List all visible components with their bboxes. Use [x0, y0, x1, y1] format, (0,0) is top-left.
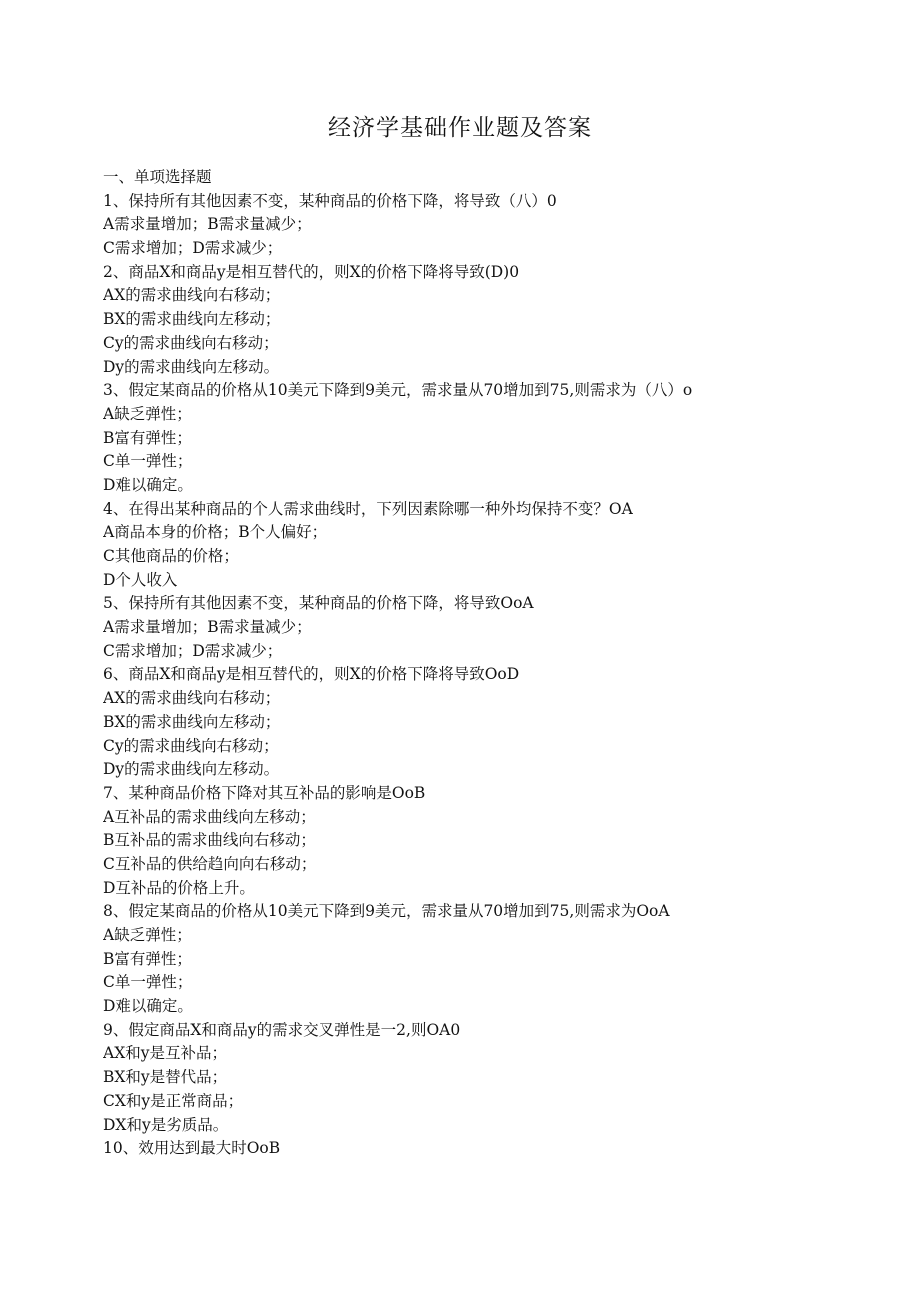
text-line: C单一弹性； — [103, 973, 193, 992]
text-line: C需求增加；D需求减少； — [103, 239, 283, 258]
text-line: BX的需求曲线向左移动； — [103, 712, 281, 731]
text-line: BX和y是替代品； — [103, 1068, 228, 1087]
text-line: 4、在得出某种商品的个人需求曲线时，下列因素除哪一种外均保持不变？OA — [103, 499, 633, 518]
text-line: A商品本身的价格；B个人偏好； — [103, 523, 328, 542]
document-body — [103, 166, 883, 1161]
text-line: Cy的需求曲线向右移动； — [103, 333, 279, 352]
text-line: A需求量增加；B需求量减少； — [103, 215, 312, 234]
text-line: A需求量增加；B需求量减少； — [103, 618, 312, 637]
text-line: 5、保持所有其他因素不变，某种商品的价格下降，将导致OoA — [103, 594, 534, 613]
text-line: 7、某种商品价格下降对其互补品的影响是OoB — [103, 783, 426, 802]
text-line: C互补品的供给趋向向右移动； — [103, 854, 317, 873]
text-line: 3、假定某商品的价格从10美元下降到9美元，需求量从70增加到75,则需求为（八）o — [103, 381, 693, 400]
text-line: Dy的需求曲线向左移动。 — [103, 357, 280, 376]
text-line: 1、保持所有其他因素不变，某种商品的价格下降，将导致（八）0 — [103, 191, 557, 210]
text-line: C其他商品的价格； — [103, 547, 239, 565]
text-line: Dy的需求曲线向左移动。 — [103, 760, 280, 779]
text-line: B互补品的需求曲线向右移动； — [103, 831, 316, 850]
text-line: 8、假定某商品的价格从10美元下降到9美元，需求量从70增加到75,则需求为OoA — [103, 902, 670, 921]
text-line: AX和y是互补品； — [103, 1044, 227, 1063]
text-line: 9、假定商品X和商品y的需求交叉弹性是一2,则OA0 — [103, 1020, 461, 1039]
text-line: AX的需求曲线向右移动； — [103, 286, 281, 305]
text-line: A缺乏弹性； — [103, 404, 192, 423]
text-line: CX和y是正常商品； — [103, 1091, 244, 1110]
document-title: 经济学基础作业题及答案 — [328, 115, 592, 141]
text-line: B富有弹性； — [103, 428, 192, 447]
text-line: 10、效用达到最大时OoB — [103, 1139, 281, 1158]
text-line: A缺乏弹性； — [103, 926, 192, 944]
text-line: 2、商品X和商品y是相互替代的，则X的价格下降将导致(D)0 — [103, 262, 520, 281]
text-line: AX的需求曲线向右移动； — [103, 689, 281, 708]
text-line: B富有弹性； — [103, 949, 192, 968]
text-line: 6、商品X和商品y是相互替代的，则X的价格下降将导致OoD — [103, 665, 520, 684]
text-line: DX和y是劣质品。 — [103, 1115, 229, 1134]
text-line: C单一弹性； — [103, 452, 193, 471]
text-line: A互补品的需求曲线向左移动； — [103, 807, 316, 826]
text-line: D难以确定。 — [103, 997, 193, 1016]
text-line: BX的需求曲线向左移动； — [103, 310, 281, 329]
text-line: Cy的需求曲线向右移动； — [103, 736, 279, 755]
text-line: C需求增加；D需求减少； — [103, 641, 283, 660]
text-line: D个人收入 — [103, 570, 178, 589]
section-heading: 一、单项选择题 — [103, 168, 212, 186]
text-line: D互补品的价格上升。 — [103, 878, 255, 897]
text-line: D难以确定。 — [103, 475, 193, 494]
